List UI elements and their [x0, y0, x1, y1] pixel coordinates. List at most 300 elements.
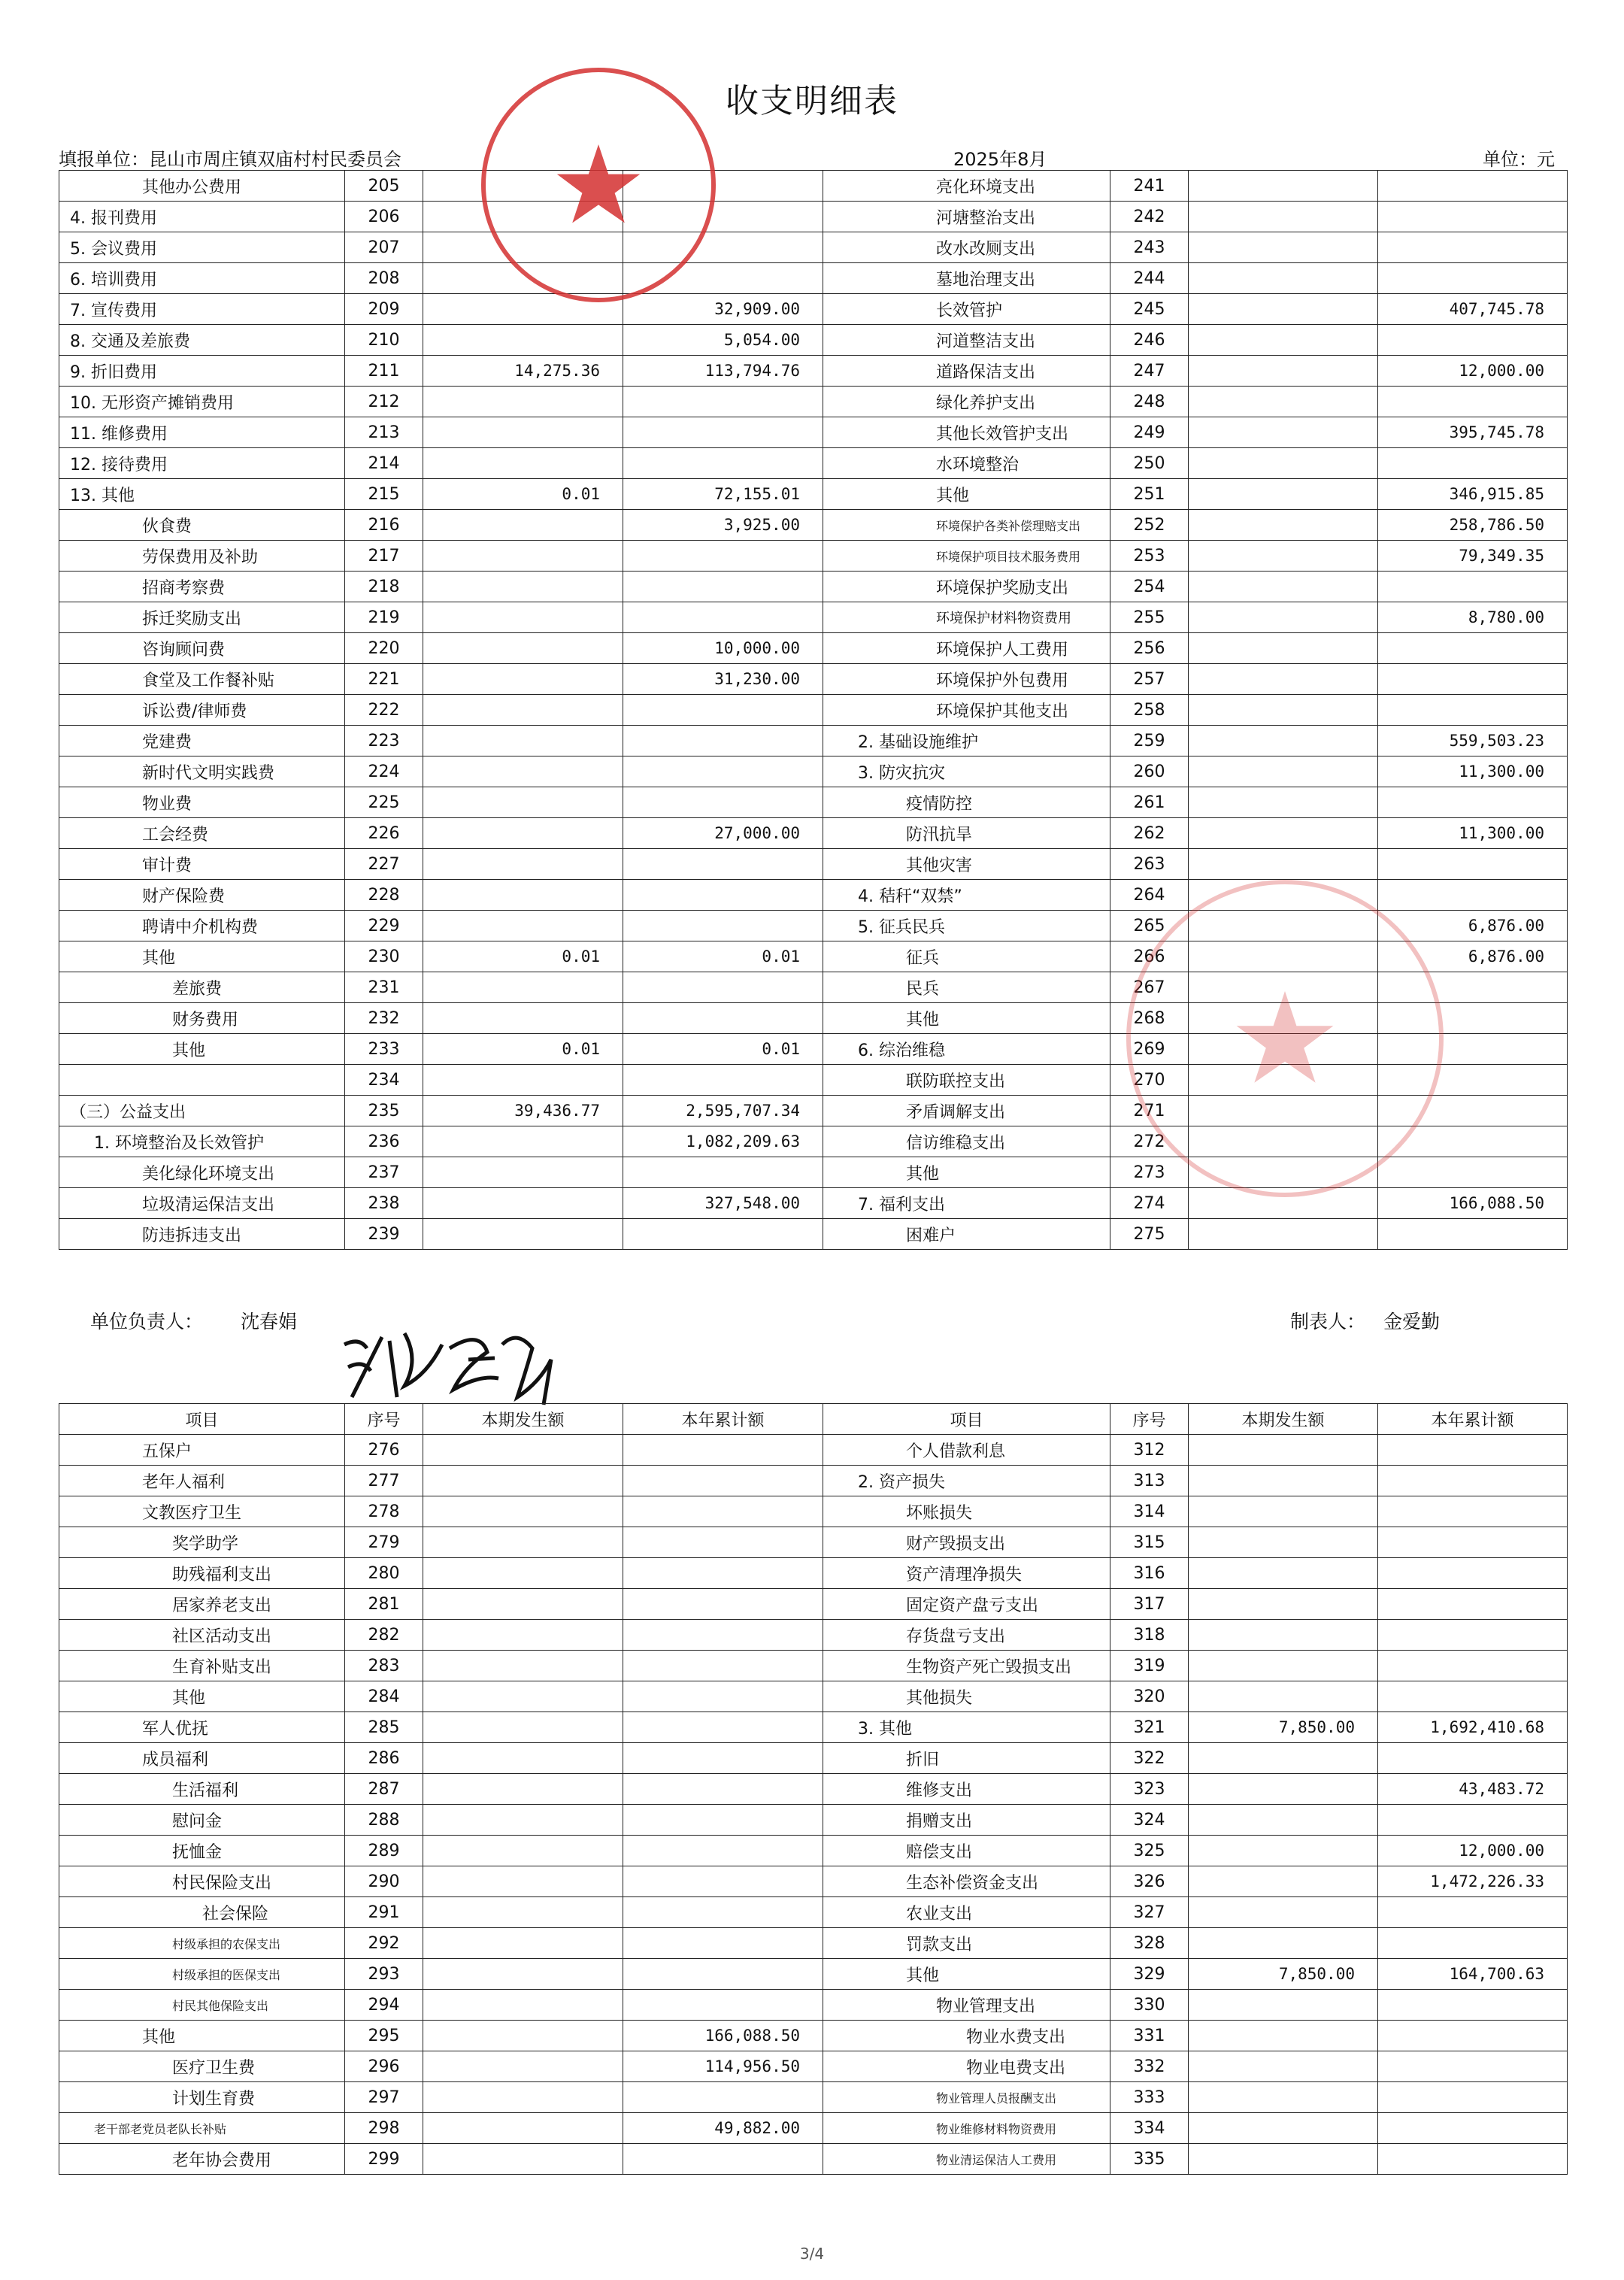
current-amount: [423, 541, 623, 572]
item-label: 其他: [59, 1034, 345, 1065]
ytd-amount: [623, 972, 823, 1003]
current-amount: [1189, 1681, 1378, 1712]
current-amount: [1189, 911, 1378, 941]
ytd-amount: [623, 387, 823, 417]
ytd-amount: 1,082,209.63: [623, 1126, 823, 1157]
ytd-amount: [1378, 849, 1568, 880]
current-amount: 7,850.00: [1189, 1959, 1378, 1990]
item-label: 五保户: [59, 1435, 345, 1466]
table-row: [59, 1805, 1568, 1836]
item-label: 军人优抚: [59, 1712, 345, 1743]
column-header: 本期发生额: [1189, 1404, 1378, 1435]
item-label: 物业管理支出: [823, 1990, 1110, 2021]
seq-number: 317: [1110, 1589, 1189, 1620]
item-label: 折旧: [823, 1743, 1110, 1774]
current-amount: [1189, 1990, 1378, 2021]
table-row: [59, 726, 1568, 756]
leader-label: 单位负责人：: [90, 1311, 204, 1333]
column-header: 项目: [59, 1404, 345, 1435]
column-header: 本年累计额: [1378, 1404, 1568, 1435]
ytd-amount: [623, 1157, 823, 1188]
current-amount: [423, 1805, 623, 1836]
seq-number: 293: [345, 1959, 423, 1990]
current-amount: 14,275.36: [423, 356, 623, 387]
seq-number: 334: [1110, 2113, 1189, 2144]
seq-number: 298: [345, 2113, 423, 2144]
item-label: 固定资产盘亏支出: [823, 1589, 1110, 1620]
ytd-amount: [1378, 2082, 1568, 2113]
item-label: 墓地治理支出: [823, 263, 1110, 294]
current-amount: [423, 2082, 623, 2113]
current-amount: 7,850.00: [1189, 1712, 1378, 1743]
current-amount: [1189, 1126, 1378, 1157]
current-amount: [1189, 1774, 1378, 1805]
ytd-amount: [1378, 1065, 1568, 1096]
current-amount: [1189, 2082, 1378, 2113]
expense-table-bottom: [59, 1403, 1568, 2175]
current-amount: [1189, 325, 1378, 356]
table-row: [59, 1836, 1568, 1866]
seq-number: 215: [345, 479, 423, 510]
item-label: 计划生育费: [59, 2082, 345, 2113]
table-row: [59, 787, 1568, 818]
item-label: 其他: [59, 1681, 345, 1712]
item-label: 河道整洁支出: [823, 325, 1110, 356]
current-amount: [423, 1126, 623, 1157]
item-label: 赔偿支出: [823, 1836, 1110, 1866]
seq-number: 221: [345, 664, 423, 695]
current-amount: [1189, 1651, 1378, 1681]
ytd-amount: [1378, 1157, 1568, 1188]
seq-number: 299: [345, 2144, 423, 2175]
current-amount: [423, 1897, 623, 1928]
seq-number: 246: [1110, 325, 1189, 356]
seq-number: 220: [345, 633, 423, 664]
ytd-amount: [623, 911, 823, 941]
current-amount: [423, 664, 623, 695]
item-label: 环境保护项目技术服务费用: [823, 541, 1110, 572]
item-label: 困难户: [823, 1219, 1110, 1250]
table-row: [59, 1897, 1568, 1928]
seq-number: 213: [345, 417, 423, 448]
current-amount: [1189, 572, 1378, 602]
seq-number: 278: [345, 1496, 423, 1527]
seq-number: 248: [1110, 387, 1189, 417]
current-amount: [423, 2113, 623, 2144]
ytd-amount: 79,349.35: [1378, 541, 1568, 572]
item-label: 其他: [823, 1959, 1110, 1990]
ytd-amount: 258,786.50: [1378, 510, 1568, 541]
current-amount: [423, 695, 623, 726]
item-label: 疫情防控: [823, 787, 1110, 818]
item-label: 长效管护: [823, 294, 1110, 325]
table-row: [59, 1126, 1568, 1157]
item-label: 矛盾调解支出: [823, 1096, 1110, 1126]
seq-number: 235: [345, 1096, 423, 1126]
seq-number: 242: [1110, 202, 1189, 232]
current-amount: [1189, 602, 1378, 633]
seq-number: 264: [1110, 880, 1189, 911]
ytd-amount: 327,548.00: [623, 1188, 823, 1219]
table-row: [59, 417, 1568, 448]
ytd-amount: [623, 572, 823, 602]
current-amount: [423, 849, 623, 880]
current-amount: [423, 1681, 623, 1712]
current-amount: [423, 1774, 623, 1805]
table-row: [59, 479, 1568, 510]
seq-number: 214: [345, 448, 423, 479]
table-row: [59, 1589, 1568, 1620]
seq-number: 333: [1110, 2082, 1189, 2113]
current-amount: [423, 1589, 623, 1620]
current-amount: [1189, 1435, 1378, 1466]
seq-number: 271: [1110, 1096, 1189, 1126]
current-amount: [423, 1712, 623, 1743]
column-header: 序号: [1110, 1404, 1189, 1435]
current-amount: [1189, 1743, 1378, 1774]
seq-number: 296: [345, 2051, 423, 2082]
item-label: 村级承担的农保支出: [59, 1928, 345, 1959]
item-label: 河塘整治支出: [823, 202, 1110, 232]
ytd-amount: [1378, 1527, 1568, 1558]
seq-number: 233: [345, 1034, 423, 1065]
seq-number: 259: [1110, 726, 1189, 756]
ytd-amount: [623, 541, 823, 572]
item-label: 慰问金: [59, 1805, 345, 1836]
seq-number: 282: [345, 1620, 423, 1651]
current-amount: [1189, 756, 1378, 787]
item-label: 物业维修材料物资费用: [823, 2113, 1110, 2144]
seq-number: 328: [1110, 1928, 1189, 1959]
ytd-amount: 43,483.72: [1378, 1774, 1568, 1805]
ytd-amount: [623, 1527, 823, 1558]
table-row: [59, 1435, 1568, 1466]
item-label: 1. 环境整治及长效管护: [59, 1126, 345, 1157]
seq-number: 229: [345, 911, 423, 941]
table-row: [59, 1681, 1568, 1712]
seq-number: 290: [345, 1866, 423, 1897]
table-row: [59, 202, 1568, 232]
ytd-amount: 8,780.00: [1378, 602, 1568, 633]
ytd-amount: [1378, 1651, 1568, 1681]
seq-number: 251: [1110, 479, 1189, 510]
ytd-amount: 2,595,707.34: [623, 1096, 823, 1126]
current-amount: [423, 510, 623, 541]
current-amount: [423, 171, 623, 202]
item-label: 12. 接待费用: [59, 448, 345, 479]
ytd-amount: [623, 232, 823, 263]
current-amount: [1189, 171, 1378, 202]
ytd-amount: 1,692,410.68: [1378, 1712, 1568, 1743]
item-label: 诉讼费/律师费: [59, 695, 345, 726]
preparer-name: 金爱勤: [1383, 1311, 1441, 1333]
seq-number: 327: [1110, 1897, 1189, 1928]
current-amount: [423, 880, 623, 911]
seq-number: 237: [345, 1157, 423, 1188]
seq-number: 219: [345, 602, 423, 633]
current-amount: [423, 818, 623, 849]
ytd-amount: 32,909.00: [623, 294, 823, 325]
item-label: 咨询顾问费: [59, 633, 345, 664]
current-amount: [1189, 356, 1378, 387]
current-amount: [423, 911, 623, 941]
seq-number: 236: [345, 1126, 423, 1157]
ytd-amount: [1378, 1034, 1568, 1065]
table-row: [59, 602, 1568, 633]
current-amount: [423, 1188, 623, 1219]
item-label: 环境保护奖励支出: [823, 572, 1110, 602]
current-amount: [1189, 1219, 1378, 1250]
seq-number: 249: [1110, 417, 1189, 448]
seq-number: 287: [345, 1774, 423, 1805]
seq-number: 247: [1110, 356, 1189, 387]
table-row: [59, 1774, 1568, 1805]
current-amount: [1189, 849, 1378, 880]
table-row: [59, 633, 1568, 664]
table-row: [59, 664, 1568, 695]
item-label: 垃圾清运保洁支出: [59, 1188, 345, 1219]
item-label: 村民保险支出: [59, 1866, 345, 1897]
seq-number: 262: [1110, 818, 1189, 849]
current-amount: [423, 1620, 623, 1651]
item-label: 环境保护外包费用: [823, 664, 1110, 695]
item-label: 文教医疗卫生: [59, 1496, 345, 1527]
seq-number: 256: [1110, 633, 1189, 664]
table-row: [59, 1712, 1568, 1743]
seq-number: 319: [1110, 1651, 1189, 1681]
ytd-amount: [1378, 202, 1568, 232]
ytd-amount: [623, 1805, 823, 1836]
item-label: 物业电费支出: [823, 2051, 1110, 2082]
item-label: 罚款支出: [823, 1928, 1110, 1959]
ytd-amount: [1378, 1681, 1568, 1712]
current-amount: [1189, 1157, 1378, 1188]
current-amount: [423, 1435, 623, 1466]
item-label: 亮化环境支出: [823, 171, 1110, 202]
item-label: 奖学助学: [59, 1527, 345, 1558]
seq-number: 209: [345, 294, 423, 325]
item-label: 财产毁损支出: [823, 1527, 1110, 1558]
ytd-amount: 72,155.01: [623, 479, 823, 510]
ytd-amount: [1378, 880, 1568, 911]
table-row: [59, 818, 1568, 849]
table-row: [59, 972, 1568, 1003]
current-amount: [1189, 941, 1378, 972]
table-row: [59, 849, 1568, 880]
item-label: 捐赠支出: [823, 1805, 1110, 1836]
ytd-amount: [623, 1651, 823, 1681]
item-label: 生育补贴支出: [59, 1651, 345, 1681]
item-label: 农业支出: [823, 1897, 1110, 1928]
table-row: [59, 448, 1568, 479]
item-label: 资产清理净损失: [823, 1558, 1110, 1589]
ytd-amount: 10,000.00: [623, 633, 823, 664]
current-amount: [1189, 263, 1378, 294]
seq-number: 205: [345, 171, 423, 202]
report-period: 2025年8月: [953, 149, 1047, 170]
seq-number: 288: [345, 1805, 423, 1836]
item-label: 绿化养护支出: [823, 387, 1110, 417]
ytd-amount: [623, 417, 823, 448]
seq-number: 283: [345, 1651, 423, 1681]
seq-number: 294: [345, 1990, 423, 2021]
current-amount: [1189, 1096, 1378, 1126]
table-row: [59, 387, 1568, 417]
item-label: 美化绿化环境支出: [59, 1157, 345, 1188]
seq-number: 244: [1110, 263, 1189, 294]
table-row: [59, 325, 1568, 356]
seq-number: 218: [345, 572, 423, 602]
seq-number: 261: [1110, 787, 1189, 818]
current-amount: [1189, 510, 1378, 541]
seq-number: 243: [1110, 232, 1189, 263]
item-label: （三）公益支出: [59, 1096, 345, 1126]
table-row: [59, 1959, 1568, 1990]
item-label: 其他: [59, 941, 345, 972]
item-label: 环境保护人工费用: [823, 633, 1110, 664]
current-amount: [423, 294, 623, 325]
ytd-amount: [623, 1065, 823, 1096]
item-label: 其他: [823, 1003, 1110, 1034]
current-amount: [423, 726, 623, 756]
seq-number: 232: [345, 1003, 423, 1034]
item-label: 民兵: [823, 972, 1110, 1003]
seq-number: 265: [1110, 911, 1189, 941]
seq-number: 224: [345, 756, 423, 787]
item-label: 拆迁奖励支出: [59, 602, 345, 633]
seq-number: 324: [1110, 1805, 1189, 1836]
column-header: 序号: [345, 1404, 423, 1435]
ytd-amount: [623, 602, 823, 633]
item-label: 物业清运保洁人工费用: [823, 2144, 1110, 2175]
ytd-amount: [1378, 1126, 1568, 1157]
current-amount: [1189, 541, 1378, 572]
item-label: 其他灾害: [823, 849, 1110, 880]
seq-number: 297: [345, 2082, 423, 2113]
item-label: 差旅费: [59, 972, 345, 1003]
ytd-amount: 12,000.00: [1378, 356, 1568, 387]
ytd-amount: [623, 1466, 823, 1496]
item-label: 环境保护材料物资费用: [823, 602, 1110, 633]
ytd-amount: [1378, 1743, 1568, 1774]
ytd-amount: [623, 1836, 823, 1866]
item-label: 3. 防灾抗灾: [823, 756, 1110, 787]
ytd-amount: 0.01: [623, 1034, 823, 1065]
item-label: 物业水费支出: [823, 2021, 1110, 2051]
ytd-amount: [623, 2082, 823, 2113]
seq-number: 208: [345, 263, 423, 294]
ytd-amount: [1378, 664, 1568, 695]
current-amount: [423, 1003, 623, 1034]
item-label: 招商考察费: [59, 572, 345, 602]
column-header: 本期发生额: [423, 1404, 623, 1435]
current-amount: [1189, 726, 1378, 756]
seq-number: 255: [1110, 602, 1189, 633]
current-amount: [423, 325, 623, 356]
seq-number: 270: [1110, 1065, 1189, 1096]
column-header: 项目: [823, 1404, 1110, 1435]
current-amount: [423, 572, 623, 602]
ytd-amount: 114,956.50: [623, 2051, 823, 2082]
ytd-amount: 1,472,226.33: [1378, 1866, 1568, 1897]
ytd-amount: [1378, 448, 1568, 479]
seq-number: 239: [345, 1219, 423, 1250]
seq-number: 238: [345, 1188, 423, 1219]
item-label: 联防联控支出: [823, 1065, 1110, 1096]
current-amount: [1189, 2051, 1378, 2082]
current-amount: [423, 2021, 623, 2051]
item-label: 老年人福利: [59, 1466, 345, 1496]
item-label: 环境保护各类补偿理赔支出: [823, 510, 1110, 541]
ytd-amount: 49,882.00: [623, 2113, 823, 2144]
ytd-amount: [1378, 1897, 1568, 1928]
item-label: 居家养老支出: [59, 1589, 345, 1620]
item-label: 2. 基础设施维护: [823, 726, 1110, 756]
current-amount: [423, 1990, 623, 2021]
ytd-amount: [623, 171, 823, 202]
table-row: [59, 356, 1568, 387]
ytd-amount: [623, 1990, 823, 2021]
ytd-amount: [623, 448, 823, 479]
item-label: 社区活动支出: [59, 1620, 345, 1651]
seq-number: 252: [1110, 510, 1189, 541]
ytd-amount: [1378, 1589, 1568, 1620]
seq-number: 260: [1110, 756, 1189, 787]
ytd-amount: [623, 1219, 823, 1250]
item-label: 物业管理人员报酬支出: [823, 2082, 1110, 2113]
item-label: 水环境整治: [823, 448, 1110, 479]
table-row: [59, 1620, 1568, 1651]
seq-number: 206: [345, 202, 423, 232]
current-amount: [1189, 2144, 1378, 2175]
page-title: 收支明细表: [726, 82, 898, 120]
ytd-amount: [623, 1558, 823, 1589]
table-row: [59, 1219, 1568, 1250]
current-amount: [1189, 1620, 1378, 1651]
item-label: 财务费用: [59, 1003, 345, 1034]
current-amount: [423, 387, 623, 417]
item-label: 新时代文明实践费: [59, 756, 345, 787]
current-amount: [423, 1836, 623, 1866]
seq-number: 292: [345, 1928, 423, 1959]
current-amount: [1189, 695, 1378, 726]
ytd-amount: 27,000.00: [623, 818, 823, 849]
current-amount: [1189, 1003, 1378, 1034]
ytd-amount: [1378, 263, 1568, 294]
leader-name: 沈春娟: [241, 1311, 298, 1333]
current-amount: [1189, 1589, 1378, 1620]
item-label: 13. 其他: [59, 479, 345, 510]
ytd-amount: 11,300.00: [1378, 756, 1568, 787]
table-row: [59, 2144, 1568, 2175]
ytd-amount: [623, 1928, 823, 1959]
table-row: [59, 1743, 1568, 1774]
item-label: 老干部老党员老队长补贴: [59, 2113, 345, 2144]
current-amount: [1189, 664, 1378, 695]
seq-number: 234: [345, 1065, 423, 1096]
item-label: 劳保费用及补助: [59, 541, 345, 572]
ytd-amount: [623, 787, 823, 818]
preparer-label: 制表人：: [1290, 1311, 1366, 1333]
ytd-amount: 164,700.63: [1378, 1959, 1568, 1990]
ytd-amount: 166,088.50: [623, 2021, 823, 2051]
item-label: 其他: [59, 2021, 345, 2051]
current-amount: [1189, 2021, 1378, 2051]
current-amount: [423, 1466, 623, 1496]
item-label: 11. 维修费用: [59, 417, 345, 448]
current-amount: [423, 1928, 623, 1959]
current-amount: [1189, 1558, 1378, 1589]
